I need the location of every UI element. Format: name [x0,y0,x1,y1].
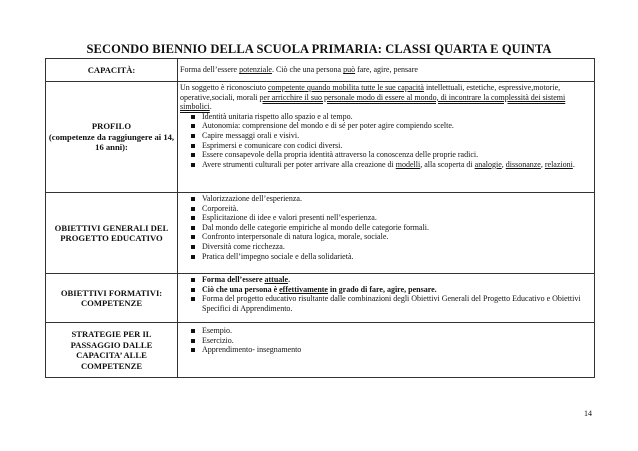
profilo-list [180,112,592,170]
text-span: , [501,159,506,169]
profilo-description [178,82,595,193]
text-span: intellettuali, estetiche, espressive,motorie, operative,sociali, morali [180,83,561,102]
underlined-text: competente [267,83,305,92]
list-item: Diversità come ricchezza. [190,242,592,252]
text-span: . [572,159,575,169]
curriculum-table [45,58,595,378]
list-item [190,285,592,295]
capacita-description [178,59,595,82]
list-item: Esempio. [190,326,592,336]
list-item: Apprendimento- insegnamento [190,345,592,355]
underlined-text: potenziale [239,65,272,75]
text-span: Forma dell’essere [180,65,240,75]
list-item: Confronto interpersonale di natura logica, morale, sociale. [190,232,592,242]
table-row [46,193,595,274]
list-item: Esprimersi e comunicare con codici diversi. [190,141,592,151]
obiettivi-generali-list [180,194,592,261]
underlined-text: modelli [395,159,421,169]
row-label-obiettivi-formativi: OBIETTIVI FORMATIVI: COMPETENZE [46,274,178,323]
list-item: Dal mondo delle categorie empiriche al mondo delle categorie formali. [190,223,592,233]
text-span: . Ciò che una persona [271,65,344,75]
list-item: Esercizio. [190,336,592,346]
label-line: PROFILO [91,121,132,132]
list-item: Forma del progetto educativo risultante dalle combinazioni degli Obiettivi Generali del Progetto Educativo e Obiettivi Specifici di Apprendimento. [190,294,592,313]
underlined-text: può [343,65,356,75]
page-number: 14 [584,409,592,418]
list-item: Capire messaggi orali e visivi. [190,131,592,141]
table-row [46,82,595,193]
text-span: , alla scoperta di [420,159,475,169]
label-line: (competenze da raggiungere ai 14, 16 anni): [48,131,175,153]
text-span: Ciò che una persona è [202,284,280,294]
page-title: SECONDO BIENNIO DELLA SCUOLA PRIMARIA: CLASSI QUARTA E QUINTA [86,42,552,56]
text-span: Avere strumenti culturali per poter arrivare alla creazione di [202,159,396,169]
text-span: fare, agire, pensare [355,65,418,75]
list-item: Pratica dell’impegno sociale e della solidarietà. [190,252,592,262]
strategie-list-cell [178,323,595,378]
list-item [190,160,592,170]
underlined-text: analogie [474,159,502,169]
list-item: Identità unitaria rispetto allo spazio e al tempo. [190,112,592,122]
row-label-strategie: STRATEGIE PER IL PASSAGGIO DALLE CAPACITA’ ALLE COMPETENZE [46,323,178,378]
obiettivi-formativi-list-cell [178,274,595,323]
underlined-text: per arricchire il suo personale modo di essere al mondo, di incontrare la complessità dei sistemi simbolici [180,92,566,112]
underlined-text: dissonanze [505,159,541,169]
list-item: Autonomia: comprensione del mondo e di sé per poter agire compiendo scelte. [190,121,592,131]
list-item: Essere consapevole della propria identità attraverso la conoscenza delle proprie radici. [190,150,592,160]
row-label-profilo [46,82,178,193]
list-item: Esplicitazione di idee e valori presenti nell’esperienza. [190,213,592,223]
underlined-text: attuale [264,275,289,284]
text-span: . [288,275,291,284]
obiettivi-generali-list-cell [178,193,595,274]
list-item [190,275,592,285]
table-row [46,274,595,323]
table-row [46,323,595,378]
strategie-list [180,326,592,355]
text-span: Forma dell’essere [202,275,265,284]
profilo-intro [180,83,592,112]
row-label-capacita: CAPACITÀ: [46,59,178,82]
list-item: Valorizzazione dell’esperienza. [190,194,592,204]
obiettivi-formativi-list [180,275,592,313]
table-row [46,59,595,82]
text-span: Un soggetto è riconosciuto [180,83,268,92]
underlined-text: quando mobilita tutte le sue capacità [304,83,424,92]
text-span: . [209,102,212,112]
text-span: , [540,159,545,169]
list-item: Corporeità. [190,204,592,214]
underlined-text: relazioni [544,159,573,169]
row-label-obiettivi-generali: OBIETTIVI GENERALI DEL PROGETTO EDUCATIVO [46,193,178,274]
text-span: in grado di fare, agire, pensare. [327,284,437,294]
underlined-text: effettivamente [279,284,328,294]
